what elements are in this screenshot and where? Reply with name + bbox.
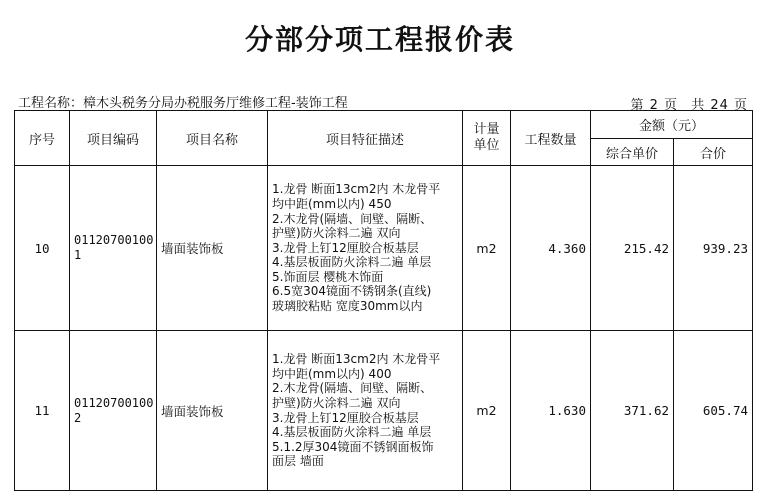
table-row <box>15 166 753 331</box>
row-qty: 1.630 <box>511 331 591 491</box>
quote-table <box>14 110 753 491</box>
header-total: 合价 <box>674 139 753 166</box>
header-code: 项目编码 <box>70 111 157 166</box>
row-unit-price: 215.42 <box>591 166 674 331</box>
row-total: 939.23 <box>674 166 753 331</box>
header-amount: 金额（元） <box>591 111 753 139</box>
row-code: 011207001002 <box>70 331 157 491</box>
header-desc: 项目特征描述 <box>268 111 463 166</box>
row-qty: 4.360 <box>511 166 591 331</box>
header-unit: 计量单位 <box>463 111 511 166</box>
row-total: 605.74 <box>674 331 753 491</box>
header-seq: 序号 <box>15 111 70 166</box>
row-desc: 1.龙骨 断面13cm2内 木龙骨平 均中距(mm以内) 450 2.木龙骨(隔墙、间壁、隔断、 护壁)防火涂料二遍 双向 3.龙骨上钉12厘胶合板基层 4.基层板面防火涂料二遍 单层 5.饰面层 樱桃木饰面 6.5宽304镜面不锈钢条(直线) 玻璃胶粘贴 宽度30mm以内 <box>268 166 463 331</box>
row-code: 011207001001 <box>70 166 157 331</box>
header-row-1 <box>15 111 753 139</box>
row-seq: 11 <box>15 331 70 491</box>
header-name: 项目名称 <box>157 111 268 166</box>
header-qty: 工程数量 <box>511 111 591 166</box>
row-name: 墙面装饰板 <box>157 331 268 491</box>
row-seq: 10 <box>15 166 70 331</box>
row-unit-price: 371.62 <box>591 331 674 491</box>
page-total: 共 24 页 <box>691 98 748 113</box>
project-name: 工程名称：樟木头税务分局办税服务厅维修工程-装饰工程 <box>18 96 348 111</box>
report-title: 分部分项工程报价表 <box>244 23 515 56</box>
table-row <box>15 331 753 491</box>
row-unit: m2 <box>463 331 511 491</box>
row-unit: m2 <box>463 166 511 331</box>
header-unit-price: 综合单价 <box>591 139 674 166</box>
page-current: 第 2 页 <box>630 98 679 113</box>
row-desc: 1.龙骨 断面13cm2内 木龙骨平 均中距(mm以内) 400 2.木龙骨(隔墙、间壁、隔断、 护壁)防火涂料二遍 双向 3.龙骨上钉12厘胶合板基层 4.基层板面防火涂料二遍 单层 5.1.2厚304镜面不锈钢面板饰 面层 墙面 <box>268 331 463 491</box>
row-name: 墙面装饰板 <box>157 166 268 331</box>
